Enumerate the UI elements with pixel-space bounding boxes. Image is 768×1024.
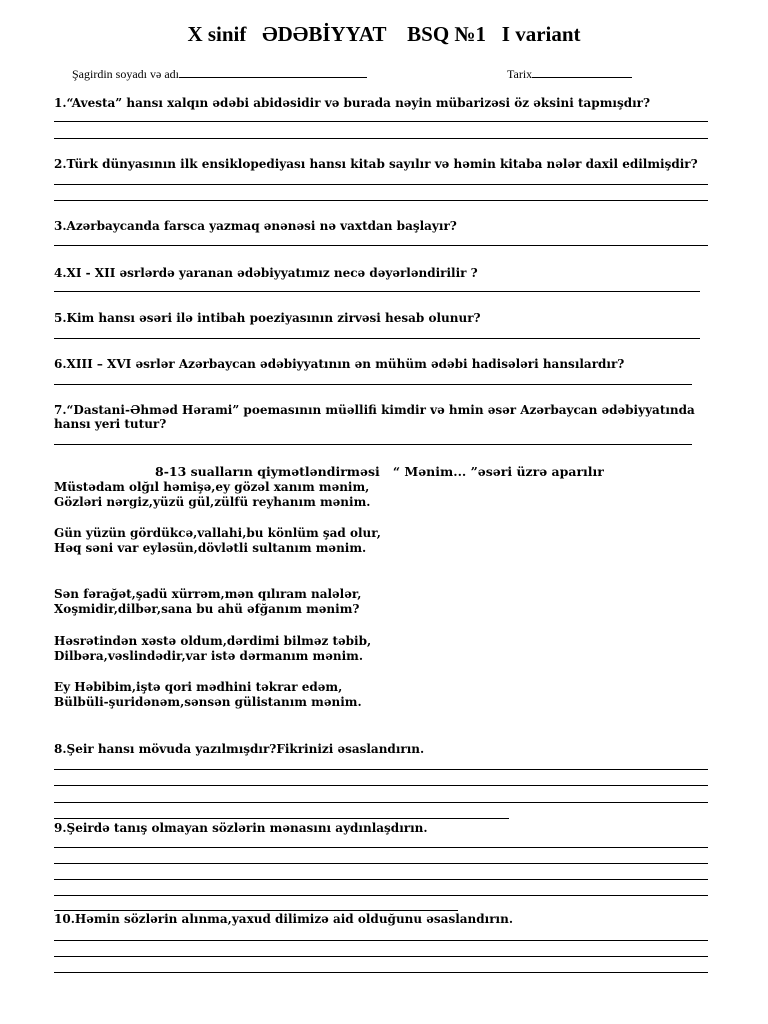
- question-10: 10.Həmin sözlərin alınma,yaxud dilimizə aid olduğunu əsaslandırın.: [54, 912, 514, 926]
- date-blank[interactable]: [532, 66, 632, 78]
- date-label: Tarix: [507, 67, 533, 81]
- poem-line: Sən fərağət,şadü xürrəm,mən qılıram nalələr,: [54, 587, 362, 601]
- poem-stanza: [54, 526, 454, 556]
- answer-line[interactable]: [54, 818, 509, 819]
- poem-line: Gün yüzün gördükcə,vallahi,bu könlüm şad olur,: [54, 526, 381, 540]
- answer-line[interactable]: [54, 121, 708, 122]
- poem-line: Bülbüli-şuridənəm,sənsən gülistanım mənim.: [54, 695, 362, 709]
- section-heading: 8-13 sualların qiymətləndirməsi “ Mənim... ”əsəri üzrə aparılır: [155, 464, 604, 479]
- answer-line[interactable]: [54, 863, 708, 864]
- question-7: 7.“Dastani-Əhməd Hərami” poemasının müəllifi kimdir və hmin əsər Azərbaycan ədəbiyyatında hansı yeri tutur?: [54, 403, 695, 431]
- poem-line: Həq səni var eyləsün,dövlətli sultanım mənim.: [54, 541, 367, 555]
- poem-line: Gözləri nərgiz,yüzü gül,zülfü reyhanım mənim.: [54, 495, 371, 509]
- answer-line[interactable]: [54, 200, 708, 201]
- answer-line[interactable]: [54, 956, 708, 957]
- worksheet-title: X sinif ƏDƏBİYYAT BSQ №1 I variant: [187, 22, 581, 46]
- question-8: 8.Şeir hansı mövuda yazılmışdır?Fikrinizi əsaslandırın.: [54, 742, 425, 756]
- question-1: 1.“Avesta” hansı xalqın ədəbi abidəsidir və burada nəyin mübarizəsi öz əksini tapmışdır?: [54, 96, 651, 110]
- answer-line[interactable]: [54, 910, 458, 911]
- poem-stanza: [54, 680, 454, 710]
- question-6: 6.XIII – XVI əsrlər Azərbaycan ədəbiyyatının ən mühüm ədəbi hadisələri hansılardır?: [54, 357, 625, 371]
- question-9: 9.Şeirdə tanış olmayan sözlərin mənasını aydınlaşdırın.: [54, 821, 428, 835]
- answer-line[interactable]: [54, 338, 700, 339]
- answer-line[interactable]: [54, 940, 708, 941]
- answer-line[interactable]: [54, 785, 708, 786]
- answer-line[interactable]: [54, 245, 708, 246]
- poem-line: Müstədam olğıl həmişə,ey gözəl xanım mənim,: [54, 480, 370, 494]
- student-name-blank[interactable]: [179, 66, 367, 78]
- answer-line[interactable]: [54, 972, 708, 973]
- date-field: [507, 66, 632, 82]
- answer-line[interactable]: [54, 444, 692, 445]
- answer-line[interactable]: [54, 847, 708, 848]
- answer-line[interactable]: [54, 769, 708, 770]
- poem-stanza: [54, 634, 454, 664]
- poem-stanza: [54, 480, 454, 510]
- poem-line: Dilbəra,vəslindədir,var istə dərmanım mənim.: [54, 649, 364, 663]
- answer-line[interactable]: [54, 291, 700, 292]
- poem-line: Xoşmidir,dilbər,sana bu ahü əfğanım mənim?: [54, 602, 360, 616]
- answer-line[interactable]: [54, 879, 708, 880]
- answer-line[interactable]: [54, 895, 708, 896]
- answer-line[interactable]: [54, 138, 708, 139]
- student-info-row: [72, 66, 692, 82]
- student-name-label: Şagirdin soyadı və adı: [72, 67, 179, 81]
- question-3: 3.Azərbaycanda farsca yazmaq ənənəsi nə vaxtdan başlayır?: [54, 219, 457, 233]
- answer-line[interactable]: [54, 384, 692, 385]
- poem-line: Ey Həbibim,iştə qori mədhini təkrar edəm,: [54, 680, 343, 694]
- answer-line[interactable]: [54, 802, 708, 803]
- question-4: 4.XI - XII əsrlərdə yaranan ədəbiyyatımız necə dəyərləndirilir ?: [54, 266, 478, 280]
- poem-line: Həsrətindən xəstə oldum,dərdimi bilməz təbib,: [54, 634, 372, 648]
- question-2: 2.Türk dünyasının ilk ensiklopediyası hansı kitab sayılır və həmin kitaba nələr daxil edilmişdir?: [54, 157, 698, 171]
- question-5: 5.Kim hansı əsəri ilə intibah poeziyasının zirvəsi hesab olunur?: [54, 311, 481, 325]
- answer-line[interactable]: [54, 184, 708, 185]
- poem-stanza: [54, 587, 454, 617]
